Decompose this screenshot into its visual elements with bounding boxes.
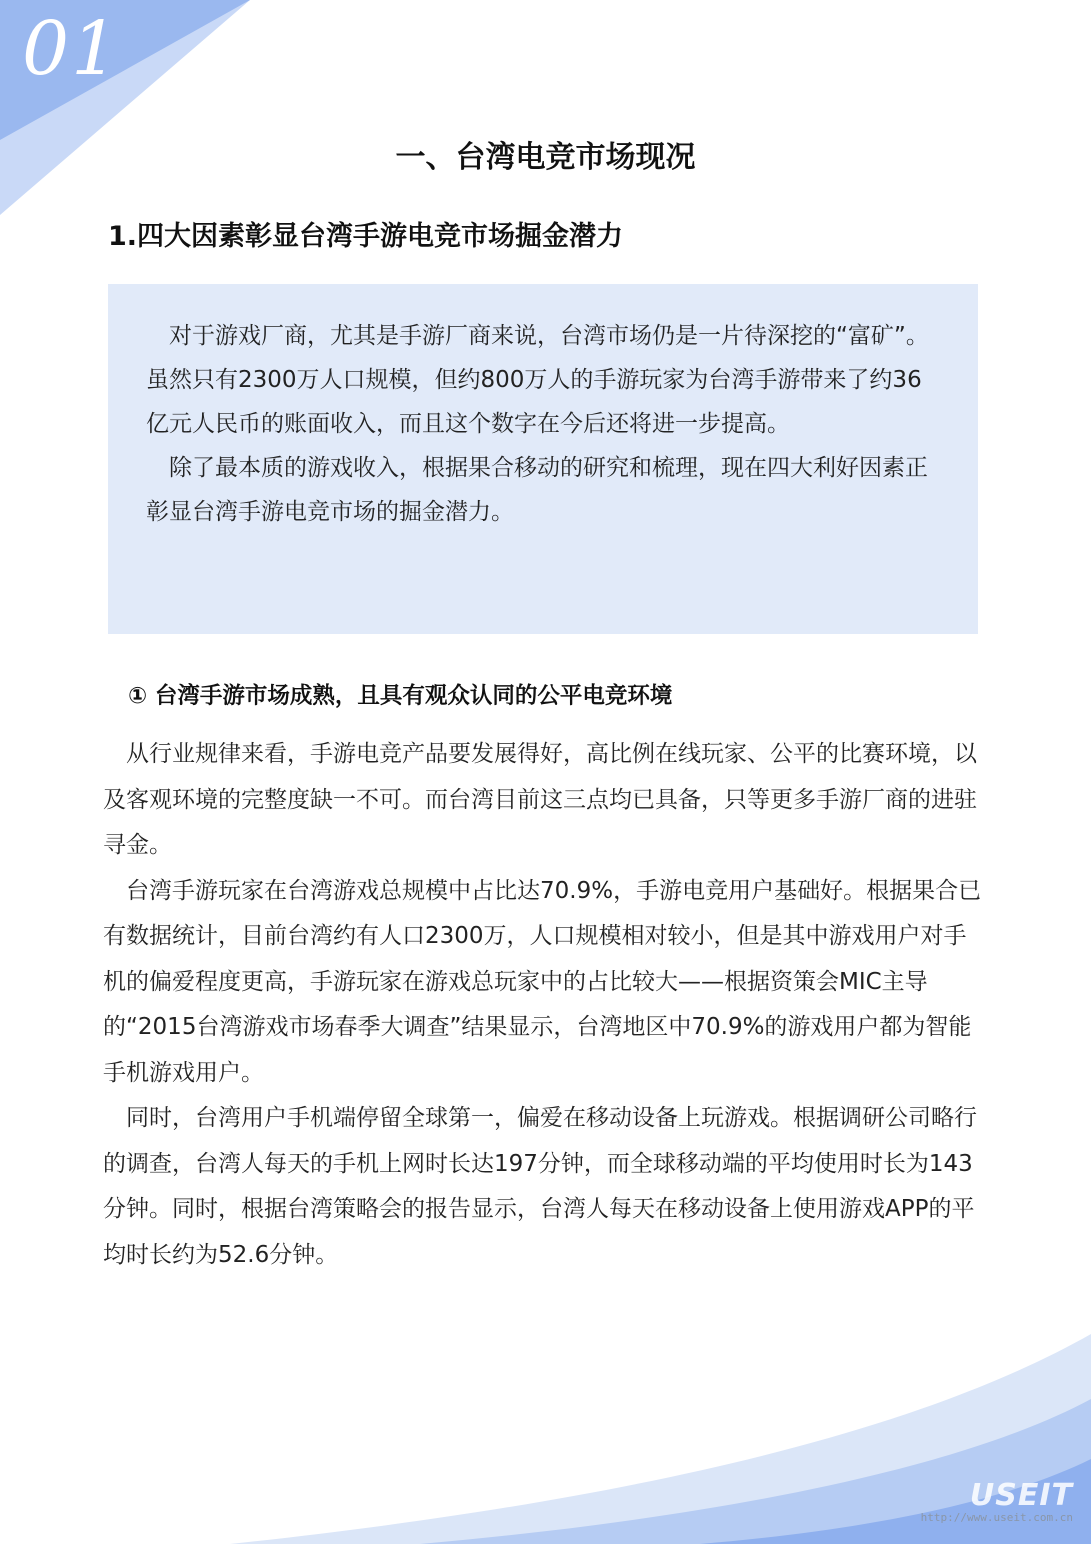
summary-box [108, 284, 978, 634]
watermark [921, 1478, 1073, 1524]
body-paragraph: 台湾手游玩家在台湾游戏总规模中占比达70.9%，手游电竞用户基础好。根据果合已有数据统计，目前台湾约有人口2300万，人口规模相对较小，但是其中游戏用户对手机的偏爱程度更高，手游玩家在游戏总玩家中的占比较大——根据资策会MIC主导的“2015台湾游戏市场春季大调查”结果显示，台湾地区中70.9%的游戏用户都为智能手机游戏用户。 [103, 877, 982, 1086]
watermark-url: http://www.useit.com.cn [920, 1511, 1073, 1524]
point-one-title: ① 台湾手游市场成熟，且具有观众认同的公平电竞环境 [128, 683, 673, 709]
body-paragraph: 同时，台湾用户手机端停留全球第一，偏爱在移动设备上玩游戏。根据调研公司略行的调查，台湾人每天的手机上网时长达197分钟，而全球移动端的平均使用时长为143分钟。同时，根据台湾策略会的报告显示，台湾人每天在移动设备上使用游戏APP的平均时长约为52.6分钟。 [103, 1105, 977, 1268]
summary-paragraph: 对于游戏厂商，尤其是手游厂商来说，台湾市场仍是一片待深挖的“富矿”。虽然只有2300万人口规模，但约800万人的手游玩家为台湾手游带来了约36亿元人民币的账面收入，而且这个数字在今后还将进一步提高。 [146, 323, 929, 437]
body-paragraph: 从行业规律来看，手游电竞产品要发展得好，高比例在线玩家、公平的比赛环境，以及客观环境的完整度缺一不可。而台湾目前这三点均已具备，只等更多手游厂商的进驻寻金。 [103, 741, 977, 858]
section-title: 一、台湾电竞市场现况 [395, 140, 696, 175]
watermark-brand: USEIT [969, 1478, 1073, 1513]
subsection-title: 1.四大因素彰显台湾手游电竞市场掘金潜力 [108, 221, 624, 252]
summary-paragraph: 除了最本质的游戏收入，根据果合移动的研究和梳理，现在四大利好因素正彰显台湾手游电竞市场的掘金潜力。 [146, 455, 928, 525]
page-number: 01 [22, 6, 121, 92]
body-text [103, 732, 983, 1278]
